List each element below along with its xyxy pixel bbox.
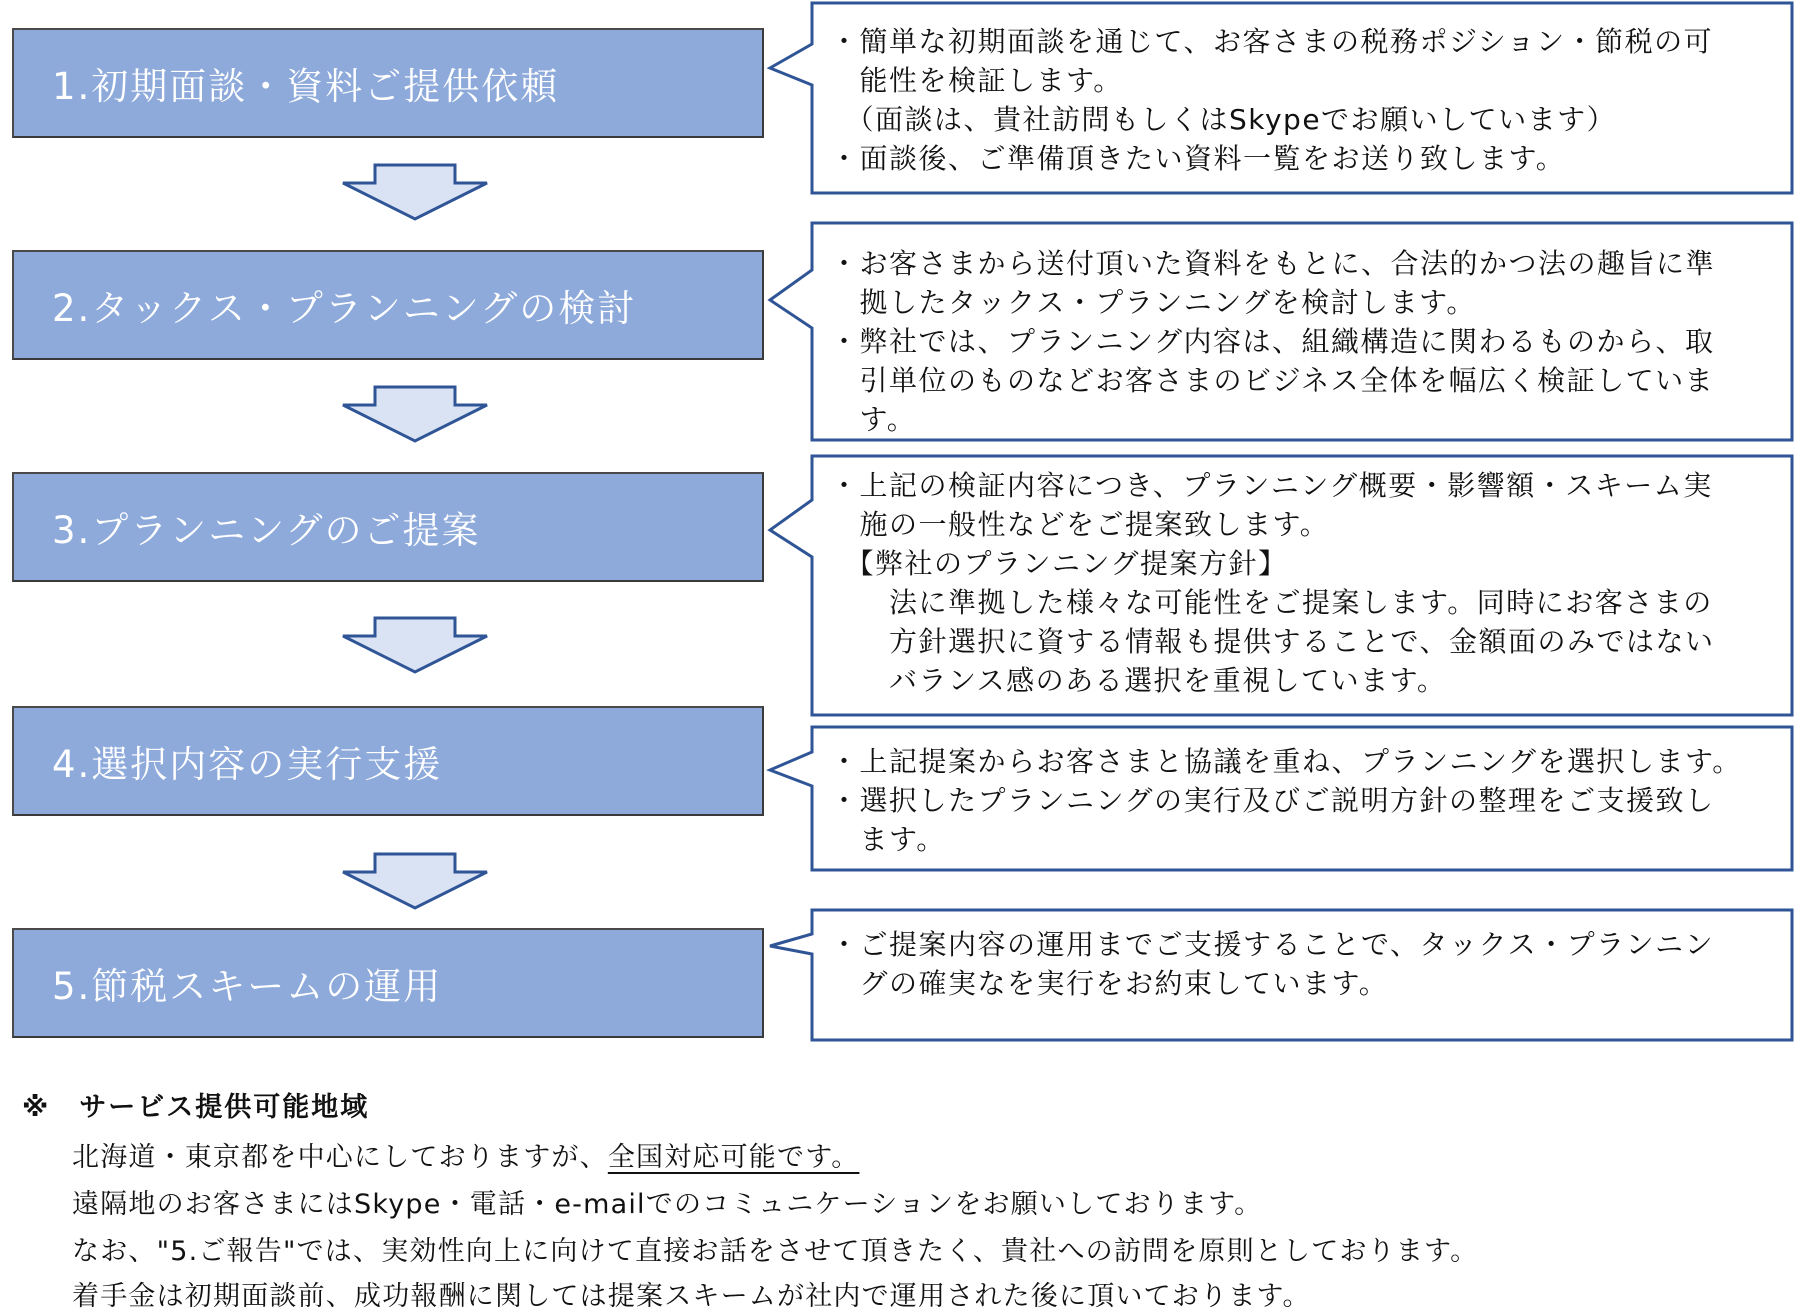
detail-line: 方針選択に資する情報も提供することで、金額面のみではない	[830, 625, 1715, 658]
detail-line: 【弊社のプランニング提案方針】	[830, 547, 1288, 580]
callout-text-4	[830, 742, 1742, 859]
note-title: ※ サービス提供可能地域	[22, 1092, 370, 1123]
detail-line: グの確実なを実行をお約束しています。	[830, 967, 1389, 1000]
detail-line: ・ご提案内容の運用までご支援することで、タックス・プランニン	[830, 928, 1715, 961]
detail-line: ・上記提案からお客さまと協議を重ね、プランニングを選択します。	[830, 745, 1742, 778]
detail-line: バランス感のある選択を重視しています。	[830, 664, 1447, 697]
detail-line: 拠したタックス・プランニングを検討します。	[830, 286, 1476, 319]
callout-text-3	[830, 466, 1714, 700]
step-label: 3.プランニングのご提案	[52, 509, 481, 552]
detail-line: ・面談後、ご準備頂きたい資料一覧をお送り致します。	[830, 142, 1566, 175]
detail-line: ます。	[830, 823, 946, 856]
detail-line: ・弊社では、プランニング内容は、組織構造に関わるものから、取	[830, 325, 1715, 358]
note-line-1	[72, 1135, 859, 1174]
detail-line: す。	[830, 403, 917, 436]
detail-line: ・簡単な初期面談を通じて、お客さまの税務ポジション・節税の可	[830, 25, 1714, 58]
step-label: 2.タックス・プランニングの検討	[52, 287, 637, 330]
detail-line: （面談は、貴社訪問もしくはSkypeでお願いしています）	[830, 103, 1617, 136]
step-label: 5.節税スキームの運用	[52, 965, 443, 1008]
note-line-4: 着手金は初期面談前、成功報酬に関しては提案スキームが社内で運用された後に頂いております。	[72, 1281, 1311, 1312]
detail-line: ・選択したプランニングの実行及びご説明方針の整理をご支援致し	[830, 784, 1715, 817]
step-label: 1.初期面談・資料ご提供依頼	[52, 65, 560, 108]
detail-line: 法に準拠した様々な可能性をご提案します。同時にお客さまの	[830, 586, 1713, 619]
note-line-2: 遠隔地のお客さまにはSkype・電話・e-mailでのコミュニケーションをお願いしております。	[72, 1189, 1263, 1220]
detail-line: 能性を検証します。	[830, 64, 1123, 97]
detail-line: 施の一般性などをご提案致します。	[830, 508, 1330, 541]
detail-line: ・上記の検証内容につき、プランニング概要・影響額・スキーム実	[830, 469, 1713, 502]
note-line-3: なお、"5.ご報告"では、実効性向上に向けて直接お話をさせて頂きたく、貴社への訪問を原則としております。	[72, 1236, 1479, 1267]
note-text: 北海道・東京都を中心にしておりますが、	[72, 1142, 608, 1173]
step-label: 4.選択内容の実行支援	[52, 743, 443, 786]
callout-text-2	[830, 244, 1715, 439]
note-underlined-text: 全国対応可能です。	[607, 1142, 860, 1173]
detail-line: 引単位のものなどお客さまのビジネス全体を幅広く検証していま	[830, 364, 1715, 397]
callout-text-5	[830, 925, 1714, 1003]
callout-text-1	[830, 22, 1713, 178]
detail-line: ・お客さまから送付頂いた資料をもとに、合法的かつ法の趣旨に準	[830, 247, 1716, 280]
